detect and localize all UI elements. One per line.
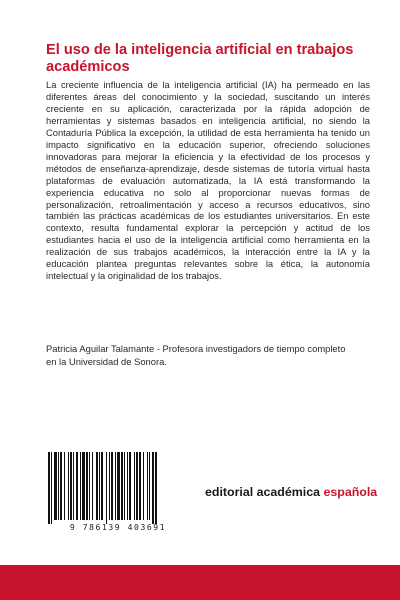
isbn-barcode — [44, 452, 192, 536]
isbn-number: 9 786139 403691 — [69, 523, 167, 532]
barcode-bar — [115, 452, 116, 520]
book-abstract: La creciente influencia de la inteligencia artificial (IA) ha permeado en las diferentes áreas del conocimiento y la sociedad, suscitando un interés creciente en su aplicación, caracterizada por la rápida adopción de herramientas y sistemas basados en inteligencia artificial, no siendo la Contaduría Pública la excepción, la utilidad de esta herramienta ha tenido un impacto significativo en la educación superior, ofreciendo soluciones innovadoras para mejorar la eficiencia y la efectividad de los procesos y métodos de enseñanza-aprendizaje, desde sistemas de tutoría virtual hasta plataformas de evaluación automatizada, la IA está transformando la experiencia educativa no solo al proporcionar nuevas formas de personalización, retroalimentación y acceso a recursos educativos, sino también las prácticas académicas de los estudiantes universitarios. En este contexto, resulta fundamental explorar la percepción y actitud de los estudiantes hacia el uso de la inteligencia artificial como herramienta en la realización de sus trabajos académicos, la interacción entre la IA y la educación plantea preguntas relevantes sobre la ética, la autonomía intelectual y la originalidad de los trabajos. — [46, 80, 370, 282]
barcode-bar — [70, 452, 72, 520]
barcode-bar — [129, 452, 131, 520]
barcode-bar — [117, 452, 120, 520]
barcode-bar — [54, 452, 57, 520]
barcode-bar — [101, 452, 103, 520]
barcode-bar — [76, 452, 78, 520]
barcode-bar — [96, 452, 98, 520]
barcode-bar — [86, 452, 88, 520]
barcode-bar — [99, 452, 100, 520]
barcode-bar — [64, 452, 65, 520]
barcode-bar — [111, 452, 113, 520]
barcode-bar — [134, 452, 135, 520]
barcode-bar — [68, 452, 69, 520]
barcode-bar — [143, 452, 144, 520]
publisher-name: editorial académica — [205, 485, 321, 499]
barcode-bar — [124, 452, 125, 520]
barcode-bars — [44, 452, 192, 524]
barcode-bar — [149, 452, 150, 520]
bottom-accent-band — [0, 565, 400, 600]
barcode-bar — [60, 452, 62, 520]
barcode-bar — [139, 452, 141, 520]
barcode-bar — [127, 452, 128, 520]
book-title: El uso de la inteligencia artificial en trabajos académicos — [46, 42, 354, 75]
barcode-bar — [58, 452, 59, 520]
barcode-bar — [136, 452, 138, 520]
barcode-bar — [147, 452, 148, 520]
publisher-name-accent: española — [323, 485, 378, 499]
publisher-logo — [205, 485, 377, 499]
barcode-bar — [48, 452, 50, 524]
barcode-bar — [155, 452, 157, 524]
barcode-bar — [109, 452, 110, 520]
barcode-bar — [51, 452, 52, 524]
barcode-bar — [152, 452, 154, 524]
barcode-bar — [73, 452, 74, 520]
author-bio: Patricia Aguilar Talamante - Profesora investigadors de tiempo completo en la Universidad de Sonora. — [46, 343, 346, 367]
barcode-bar — [89, 452, 90, 520]
barcode-bar — [121, 452, 123, 520]
barcode-bar — [106, 452, 107, 524]
barcode-bar — [92, 452, 93, 520]
barcode-bar — [82, 452, 85, 520]
barcode-bar — [80, 452, 81, 520]
